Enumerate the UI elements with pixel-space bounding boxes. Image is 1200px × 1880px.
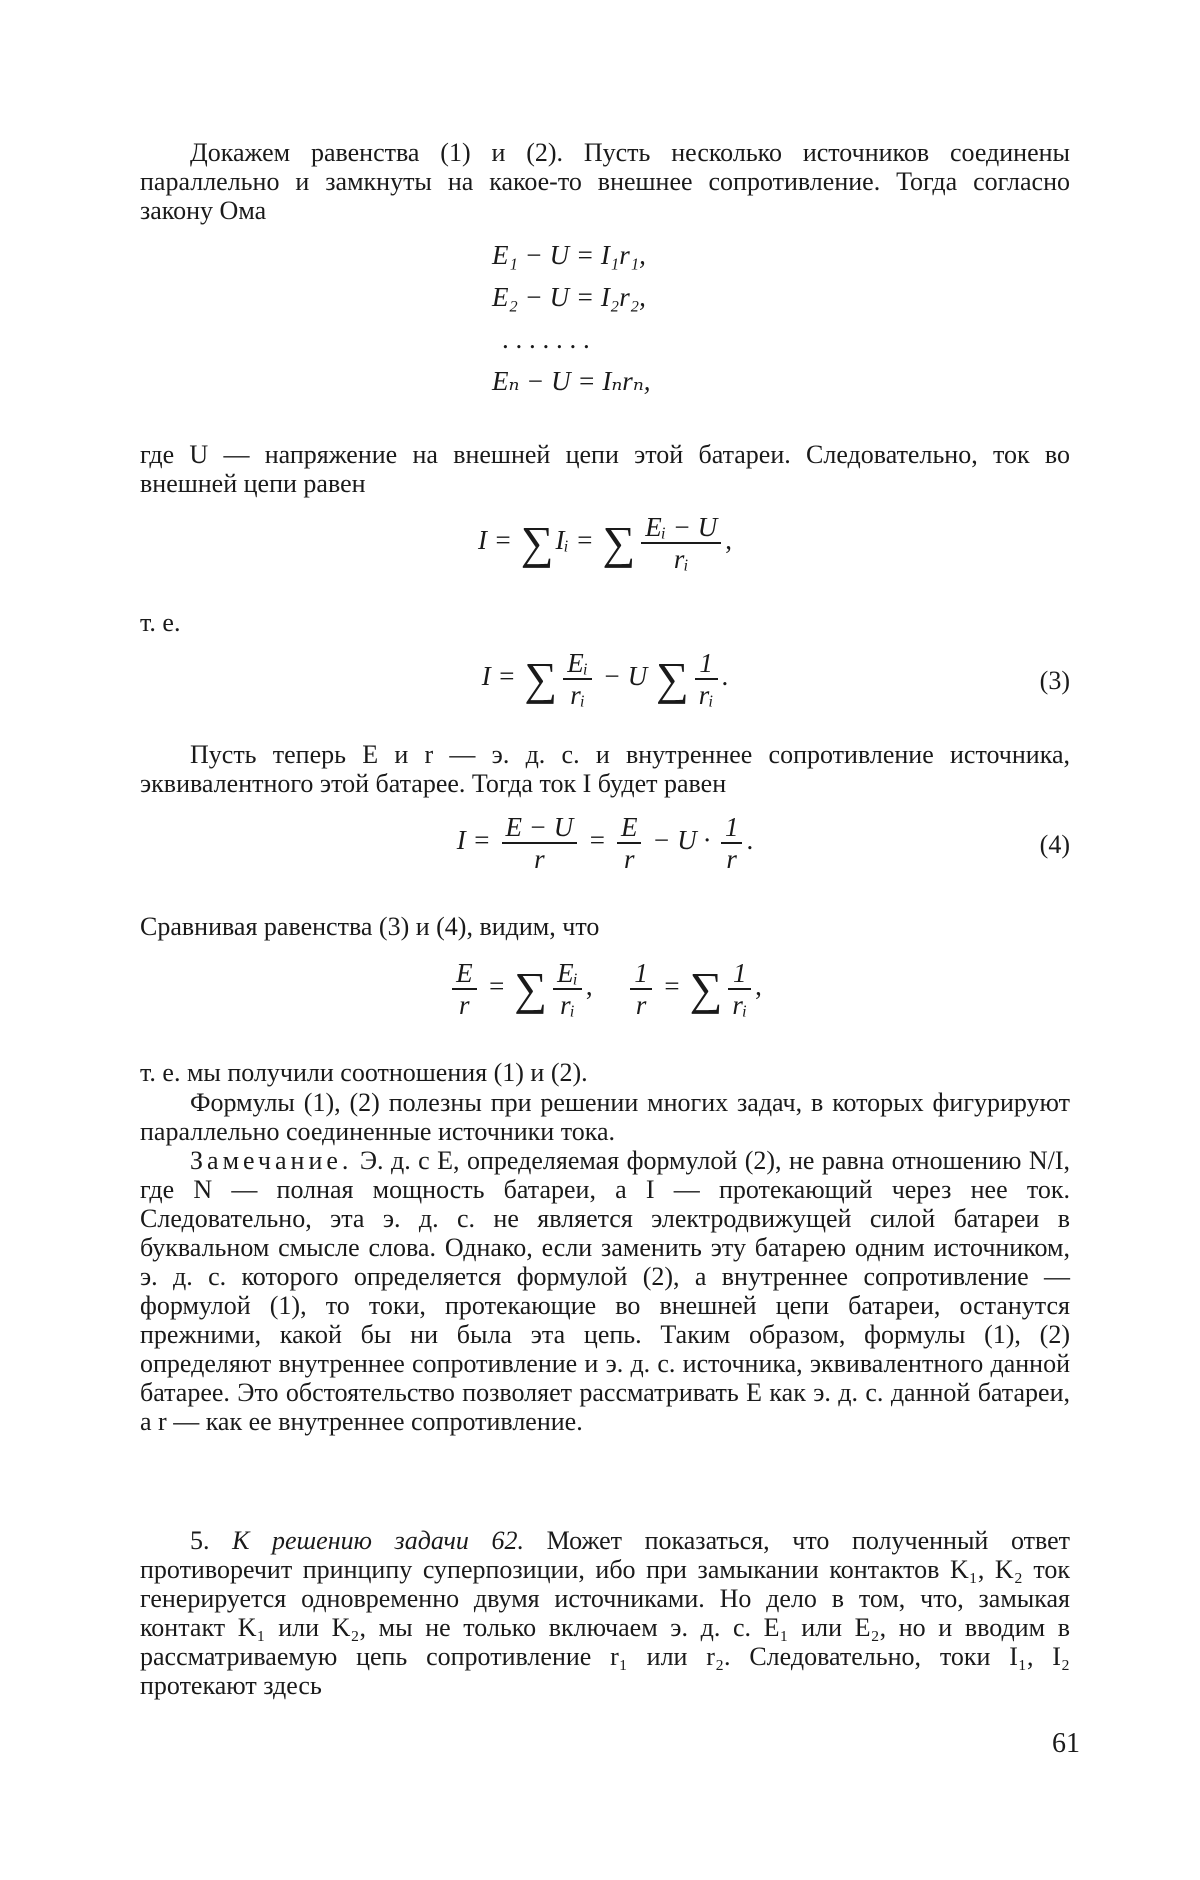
eq-compare-eq2: =	[656, 971, 688, 1001]
fraction-emf-minus-u-over-r	[641, 512, 721, 574]
equation-4-body	[140, 812, 1070, 874]
equation-comparison-body	[140, 958, 1070, 1020]
sum-symbol: ∑	[656, 653, 689, 704]
system-dots: . . . . . . .	[502, 318, 590, 360]
fraction-numerator: Eᵢ	[563, 648, 592, 680]
equation-comparison	[140, 958, 1070, 1028]
fraction-numerator: E	[452, 958, 477, 990]
te-label: т. е.	[140, 608, 180, 638]
eq3-mid: − U	[596, 661, 654, 691]
paragraph-formulas-useful: Формулы (1), (2) полезны при решении многих задач, в которых фигурируют параллельно соединенные источники тока.	[140, 1088, 1070, 1146]
fraction-1-over-r	[695, 648, 718, 710]
eq-current-middle: Iᵢ =	[556, 525, 601, 555]
fraction-denominator: rᵢ	[553, 990, 582, 1020]
fraction-denominator: rᵢ	[641, 544, 721, 574]
system-line-2: E₂ − U = I₂r₂,	[492, 276, 646, 318]
sum-symbol: ∑	[514, 963, 547, 1014]
fraction-denominator: r	[502, 844, 578, 874]
system-line-1: E₁ − U = I₁r₁,	[492, 234, 646, 276]
fraction-e-over-r	[563, 648, 592, 710]
fraction-e-over-r	[452, 958, 477, 1020]
eq-compare-sep: ,	[586, 971, 627, 1001]
book-page	[0, 0, 1200, 1880]
eq4-tail: .	[746, 825, 753, 855]
section-text: Может показаться, что полученный ответ противоречит принципу суперпозиции, ибо при замыкании контактов K₁, K₂ ток генерируется одновременно двумя источниками. Но дело в том, что, замыкая контакт K₁ или K₂, мы не только включаем э. д. с. E₁ или E₂, но и вводим в рассматриваемую цепь сопротивление r₁ или r₂. Следовательно, токи I₁, I₂ протекают здесь	[140, 1526, 1070, 1700]
fraction-1-over-r	[721, 812, 743, 874]
paragraph-conclusion: т. е. мы получили соотношения (1) и (2).	[140, 1058, 1070, 1087]
fraction-e-minus-u-over-r	[502, 812, 578, 874]
equation-number-4: (4)	[1040, 830, 1070, 860]
eq4-left: I =	[457, 825, 498, 855]
fraction-numerator: E	[617, 812, 642, 844]
equation-3	[140, 648, 1070, 718]
fraction-numerator: 1	[721, 812, 743, 844]
fraction-denominator: rᵢ	[695, 680, 718, 710]
sum-symbol: ∑	[524, 653, 557, 704]
equation-total-current-body	[140, 512, 1070, 574]
sum-symbol: ∑	[602, 517, 635, 568]
equation-4	[140, 812, 1070, 882]
eq3-tail: .	[722, 661, 729, 691]
page-number: 61	[1020, 1728, 1080, 1760]
section-title: К решению задачи 62.	[232, 1526, 524, 1555]
paragraph-comparison: Сравнивая равенства (3) и (4), видим, что	[140, 912, 1070, 941]
paragraph-remark	[140, 1146, 1070, 1436]
fraction-denominator: r	[452, 990, 477, 1020]
equation-total-current	[140, 512, 1070, 582]
eq-compare-tail: ,	[755, 971, 762, 1001]
sum-symbol: ∑	[521, 517, 554, 568]
fraction-numerator: E − U	[502, 812, 578, 844]
fraction-ei-over-ri	[553, 958, 582, 1020]
fraction-denominator: r	[617, 844, 642, 874]
fraction-1-over-ri	[728, 958, 751, 1020]
fraction-numerator: 1	[630, 958, 652, 990]
fraction-numerator: Eᵢ	[553, 958, 582, 990]
fraction-e-over-r	[617, 812, 642, 874]
fraction-denominator: r	[721, 844, 743, 874]
section-number: 5.	[190, 1526, 232, 1555]
eq-current-left: I =	[478, 525, 519, 555]
sum-symbol: ∑	[690, 963, 723, 1014]
eq-current-tail: ,	[725, 525, 732, 555]
eq4-mid: − U ·	[645, 825, 716, 855]
remark-text: Э. д. с E, определяемая формулой (2), не равна отношению N/I, где N — полная мощность батареи, а I — протекающий через нее ток. Следовательно, эта э. д. с. не является электродвижущей силой батареи в буквальном смысле слова. Однако, если заменить эту батарею одним источником, э. д. с. которого определяется формулой (2), а внутреннее сопротивление — формулой (1), то токи, протекающие во внешней цепи батареи, останутся прежними, какой бы ни была эта цепь. Таким образом, формулы (1), (2) определяют внутреннее сопротивление и э. д. с. источника, эквивалентного данной батарее. Это обстоятельство позволяет рассматривать E как э. д. с. данной батареи, а r — как ее внутреннее сопротивление.	[140, 1146, 1070, 1436]
equation-3-body	[140, 648, 1070, 710]
fraction-denominator: rᵢ	[563, 680, 592, 710]
fraction-numerator: Eᵢ − U	[641, 512, 721, 544]
fraction-1-over-r	[630, 958, 652, 1020]
fraction-denominator: rᵢ	[728, 990, 751, 1020]
eq-compare-eq1: =	[481, 971, 513, 1001]
fraction-numerator: 1	[695, 648, 718, 680]
equation-number-3: (3)	[1040, 666, 1070, 696]
paragraph-problem-62	[140, 1526, 1070, 1700]
paragraph-voltage: где U — напряжение на внешней цепи этой батареи. Следовательно, ток во внешней цепи равен	[140, 440, 1070, 498]
paragraph-proof-intro: Докажем равенства (1) и (2). Пусть несколько источников соединены параллельно и замкнуты на какое-то внешнее сопротивление. Тогда согласно закону Ома	[140, 138, 1070, 225]
system-line-n: Eₙ − U = Iₙrₙ,	[492, 360, 651, 402]
eq4-eq: =	[581, 825, 613, 855]
remark-label: Замечание.	[190, 1146, 352, 1175]
fraction-numerator: 1	[728, 958, 751, 990]
fraction-denominator: r	[630, 990, 652, 1020]
paragraph-equivalent-source: Пусть теперь E и r — э. д. с. и внутреннее сопротивление источника, эквивалентного этой батарее. Тогда ток I будет равен	[140, 740, 1070, 798]
eq3-left: I =	[482, 661, 523, 691]
